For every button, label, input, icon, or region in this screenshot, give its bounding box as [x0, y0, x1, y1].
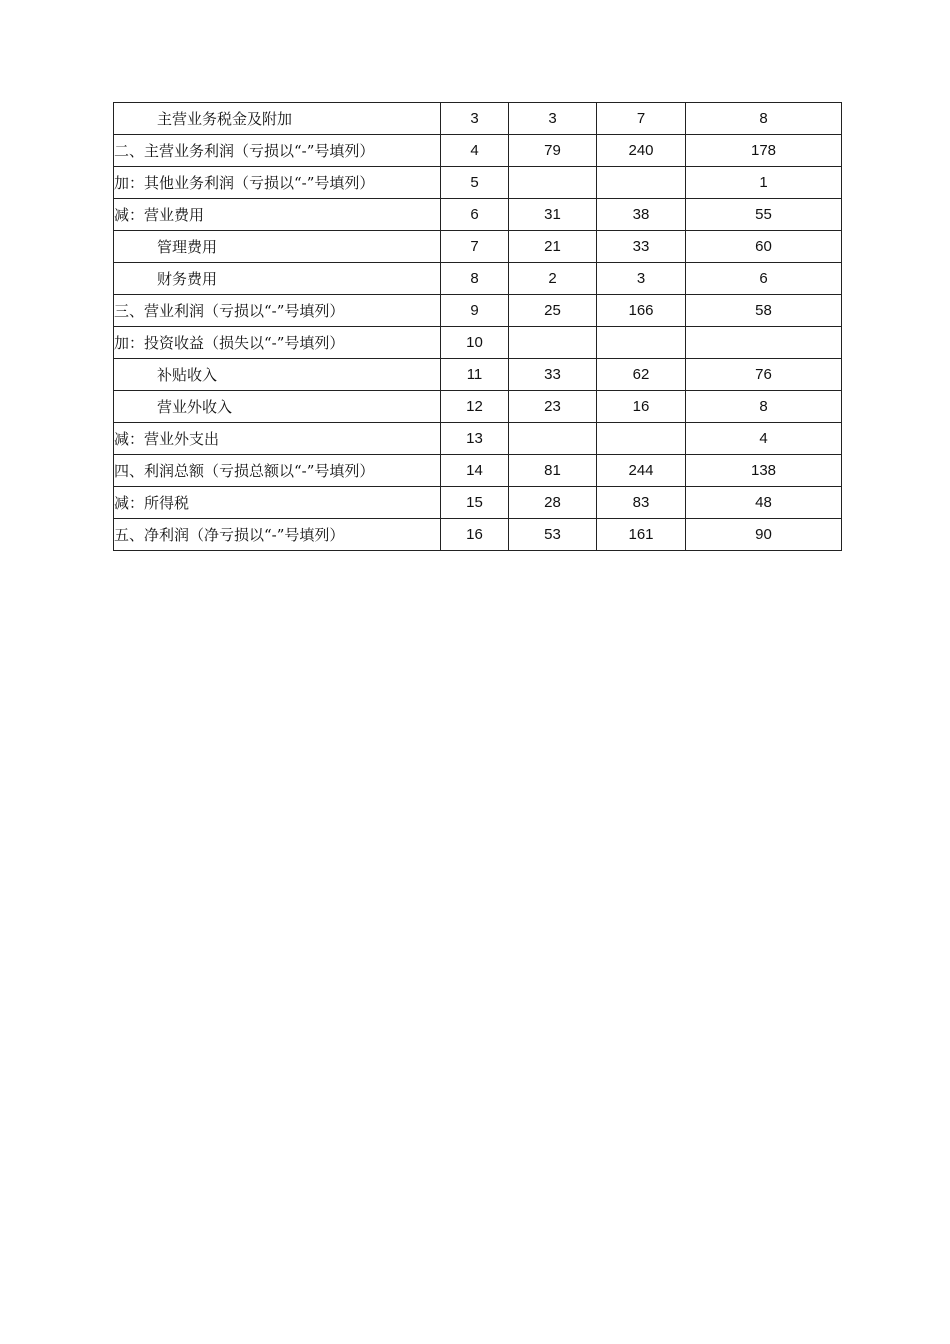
- value-cell-3: 8: [686, 391, 842, 423]
- table-row: [114, 423, 842, 455]
- table-row: [114, 519, 842, 551]
- value-cell-1: 23: [509, 391, 597, 423]
- value-cell-3: 138: [686, 455, 842, 487]
- item-label: 营业外收入: [114, 391, 441, 423]
- value-cell-1: [509, 423, 597, 455]
- value-cell-1: 33: [509, 359, 597, 391]
- line-number-cell: 4: [441, 135, 509, 167]
- line-number-cell: 13: [441, 423, 509, 455]
- value-cell-2: 161: [597, 519, 686, 551]
- table-row: [114, 103, 842, 135]
- value-cell-2: [597, 423, 686, 455]
- value-cell-2: 240: [597, 135, 686, 167]
- value-cell-1: 79: [509, 135, 597, 167]
- value-cell-1: 28: [509, 487, 597, 519]
- value-cell-3: 1: [686, 167, 842, 199]
- value-cell-3: 55: [686, 199, 842, 231]
- item-label: 财务费用: [114, 263, 441, 295]
- value-cell-2: [597, 167, 686, 199]
- line-number-cell: 11: [441, 359, 509, 391]
- line-number-cell: 5: [441, 167, 509, 199]
- item-label: 四、利润总额（亏损总额以“-”号填列）: [114, 455, 441, 487]
- table-body: [114, 103, 842, 551]
- value-cell-2: [597, 327, 686, 359]
- value-cell-1: [509, 327, 597, 359]
- value-cell-3: 76: [686, 359, 842, 391]
- line-number-cell: 7: [441, 231, 509, 263]
- line-number-cell: 12: [441, 391, 509, 423]
- item-label: 主营业务税金及附加: [114, 103, 441, 135]
- item-label: 加：其他业务利润（亏损以“-”号填列）: [114, 167, 441, 199]
- line-number-cell: 3: [441, 103, 509, 135]
- value-cell-3: 6: [686, 263, 842, 295]
- item-label: 管理费用: [114, 231, 441, 263]
- value-cell-1: 21: [509, 231, 597, 263]
- table-row: [114, 263, 842, 295]
- table-row: [114, 231, 842, 263]
- value-cell-2: 166: [597, 295, 686, 327]
- value-cell-1: [509, 167, 597, 199]
- line-number-cell: 8: [441, 263, 509, 295]
- item-label: 补贴收入: [114, 359, 441, 391]
- value-cell-1: 2: [509, 263, 597, 295]
- item-label: 五、净利润（净亏损以“-”号填列）: [114, 519, 441, 551]
- value-cell-3: 58: [686, 295, 842, 327]
- item-label: 减：营业外支出: [114, 423, 441, 455]
- line-number-cell: 6: [441, 199, 509, 231]
- table-row: [114, 295, 842, 327]
- income-statement-table: [113, 102, 842, 551]
- item-label: 二、主营业务利润（亏损以“-”号填列）: [114, 135, 441, 167]
- line-number-cell: 16: [441, 519, 509, 551]
- table-row: [114, 167, 842, 199]
- item-label: 三、营业利润（亏损以“-”号填列）: [114, 295, 441, 327]
- table-row: [114, 199, 842, 231]
- value-cell-1: 31: [509, 199, 597, 231]
- value-cell-2: 7: [597, 103, 686, 135]
- table-row: [114, 487, 842, 519]
- value-cell-2: 244: [597, 455, 686, 487]
- line-number-cell: 15: [441, 487, 509, 519]
- value-cell-2: 33: [597, 231, 686, 263]
- table-row: [114, 327, 842, 359]
- value-cell-1: 53: [509, 519, 597, 551]
- item-label: 减：所得税: [114, 487, 441, 519]
- value-cell-2: 16: [597, 391, 686, 423]
- table-row: [114, 359, 842, 391]
- table-row: [114, 391, 842, 423]
- table-row: [114, 455, 842, 487]
- value-cell-3: [686, 327, 842, 359]
- value-cell-3: 48: [686, 487, 842, 519]
- value-cell-1: 3: [509, 103, 597, 135]
- value-cell-2: 83: [597, 487, 686, 519]
- item-label: 加：投资收益（损失以“-”号填列）: [114, 327, 441, 359]
- value-cell-2: 3: [597, 263, 686, 295]
- value-cell-3: 90: [686, 519, 842, 551]
- line-number-cell: 9: [441, 295, 509, 327]
- value-cell-2: 38: [597, 199, 686, 231]
- value-cell-3: 4: [686, 423, 842, 455]
- value-cell-3: 60: [686, 231, 842, 263]
- line-number-cell: 14: [441, 455, 509, 487]
- value-cell-3: 178: [686, 135, 842, 167]
- value-cell-1: 25: [509, 295, 597, 327]
- line-number-cell: 10: [441, 327, 509, 359]
- value-cell-2: 62: [597, 359, 686, 391]
- table-row: [114, 135, 842, 167]
- value-cell-1: 81: [509, 455, 597, 487]
- value-cell-3: 8: [686, 103, 842, 135]
- item-label: 减：营业费用: [114, 199, 441, 231]
